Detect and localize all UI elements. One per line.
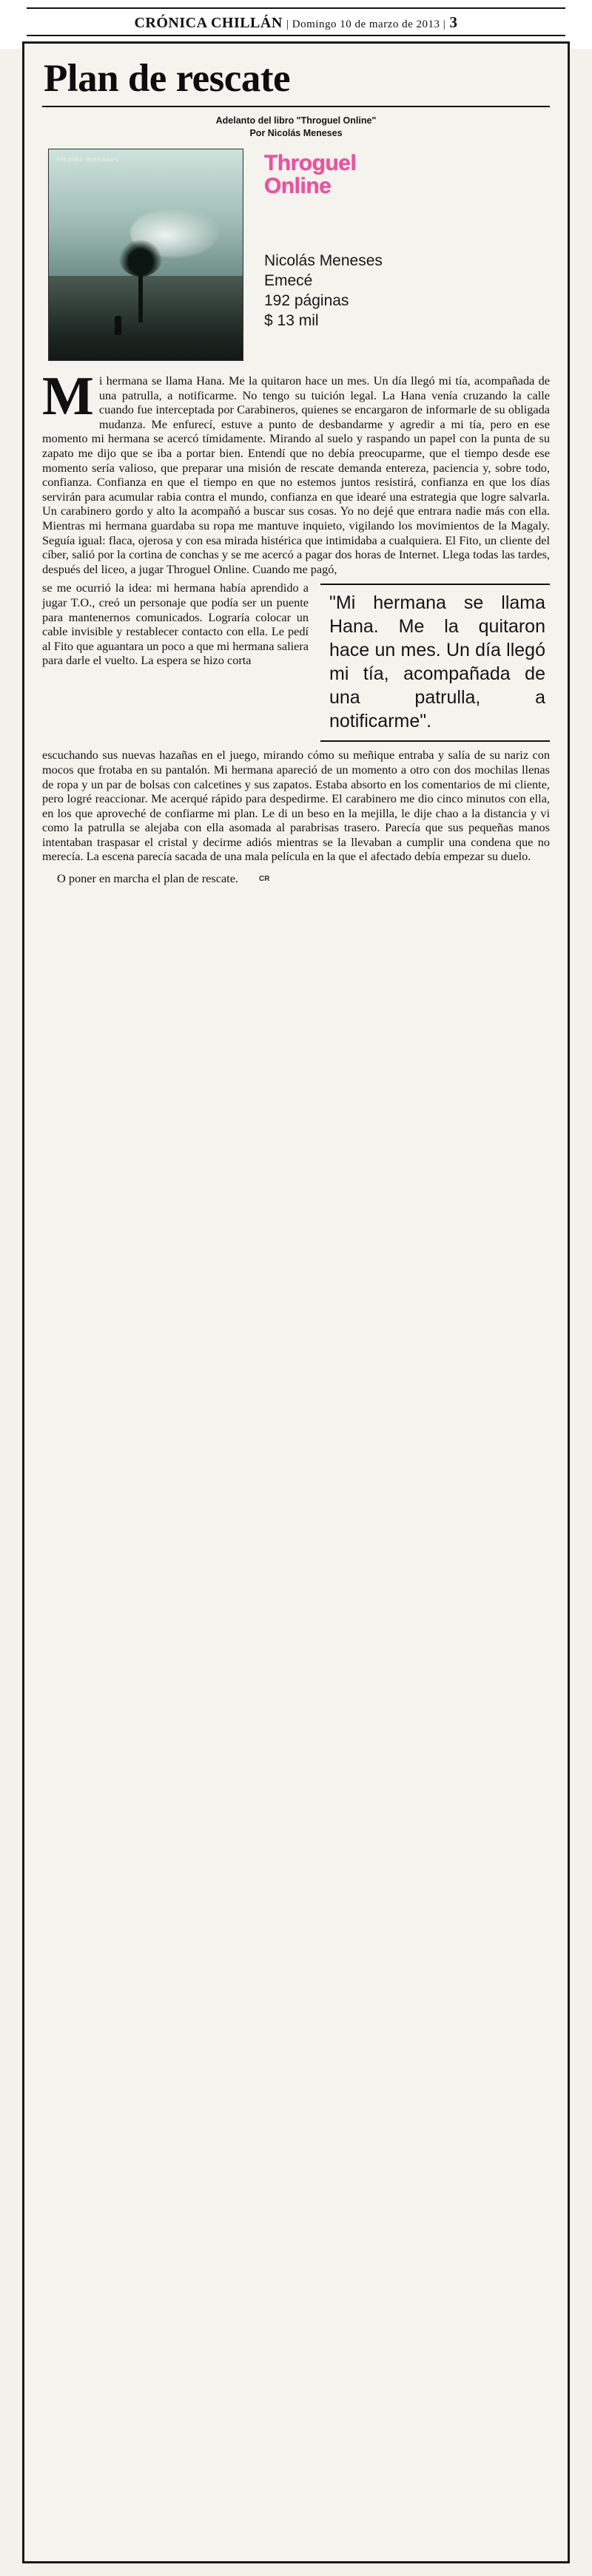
kicker-book-line: Adelanto del libro "Throguel Online" xyxy=(215,115,377,126)
cover-ground xyxy=(49,276,243,360)
book-pages: 192 páginas xyxy=(264,292,349,309)
cover-author-name: nicolás meneses xyxy=(56,155,120,163)
closing-text: O poner en marcha el plan de rescate. xyxy=(57,871,238,886)
masthead-date: | Domingo 10 de marzo de 2013 | xyxy=(286,18,446,30)
masthead-page-number: 3 xyxy=(449,13,458,31)
person-silhouette-icon xyxy=(115,316,121,335)
paragraph-2: se me ocurrió la idea: mi hermana había aprendido a jugar T.O., creó un personaje que podía ser un puente para mantenernos comunicados. Lograría colocar un cable invisible y restablecer contacto con ella. Le pedí al Fito que aguantara un poco a que mi hermana saliera para darle el vuelto. La espera se hizo corta xyxy=(42,581,309,668)
pullquote-region xyxy=(42,581,550,748)
paragraph-1: i hermana se llama Hana. Me la quitaron hace un mes. Un día llegó mi tía, acompañada de una patrulla, a notificarme. No tengo su tuición legal. La Hana venía cruzando la calle cuando fue interceptada por Carabineros, quienes se encargaron de informarle de su obligada mudanza. Me enfurecí, estuve a punto de desbandarme y agredir a mi tía, pero en ese momento mi hermana se acercó tímidamente. Mirando al suelo y raspando un papel con la punta de su zapato me dijo que se iba a portar bien. Entendí que no debía preocuparme, que el tiempo desde ese momento sería valioso, que preparar una misión de rescate demanda entereza, paciencia y, sobre todo, confianza. Confianza en que el tiempo en que no estemos juntos resistirá, confianza en que los días servirán para acumular rabia contra el mundo, confianza en que idearé una estrategia que logre salvarla. Un carabinero gordo y alto la acompañó a buscar sus cosas. Yo no dejé que entrara nadie más con ella. Mientras mi hermana guardaba su ropa me mantuve inquieto, vigilando los movimientos de la Magaly. Seguía igual: flaca, ojerosa y con esa mirada histérica que intimidaba a cualquiera. El Fito, un cliente del cíber, salió por la cortina de conchas y se me acercó a pagar dos horas de Internet. Llega todas las tardes, después del liceo, a jugar Throguel Online. Cuando me pagó, xyxy=(42,373,550,576)
masthead-rule-bottom xyxy=(27,35,565,36)
article-frame xyxy=(22,41,570,2563)
book-title-line1: Throguel xyxy=(264,151,357,175)
paragraph-3: escuchando sus nuevas hazañas en el juego, mirando cómo su meñique entraba y salía de su nariz con mocos que frotaba en su pantalón. Mi hermana apareció de un momento a otro con dos mochilas llenas de ropa y un par de bolsas con calcetines y sus zapatos. Estaba absorto en los comentarios de mi cliente, pero logré reaccionar. Me acerqué rápido para despedirme. El carabinero me dio cinco minutos con ella, en los que aproveché de confiarme mi plan. Le di un beso en la mejilla, le dije chao a la distancia y vi como la patrulla se alejaba con ella asomada al parabrisas trasero. Parecía que sus pequeñas manos intentaban traspasar el cristal y decirme adiós mientras se la llevaban a cumplir una condena que no merecía. La escena parecía sacada de una mala película en la que el afectado debía empezar su duelo. xyxy=(42,748,550,864)
pull-quote: "Mi hermana se llama Hana. Me la quitaron hace un mes. Un día llegó mi tía, acompañada de una patrulla, a notificarme". xyxy=(320,584,550,742)
book-info xyxy=(264,152,545,331)
book-cover-image xyxy=(48,149,243,361)
book-title xyxy=(264,152,545,197)
end-mark: CR xyxy=(259,875,270,884)
article-kicker xyxy=(41,115,551,140)
book-publisher: Emecé xyxy=(264,272,313,289)
article-body-part-3 xyxy=(42,748,550,864)
article-closing-line xyxy=(41,871,551,887)
book-cover-block xyxy=(42,149,550,363)
book-price: $ 13 mil xyxy=(264,312,319,329)
page-title: Plan de rescate xyxy=(44,57,290,100)
headline-divider xyxy=(42,106,550,107)
book-metadata xyxy=(264,251,545,331)
masthead-paper-name: CRÓNICA CHILLÁN xyxy=(134,15,283,31)
article-body-part-1 xyxy=(42,366,550,576)
kicker-byline: Por Nicolás Meneses xyxy=(249,128,343,138)
book-author: Nicolás Meneses xyxy=(264,252,383,269)
masthead-line xyxy=(0,13,592,32)
drop-cap: M xyxy=(42,366,94,427)
tree-icon xyxy=(138,259,143,322)
book-title-line2: Online xyxy=(264,174,332,198)
masthead-rule-top xyxy=(27,7,565,9)
